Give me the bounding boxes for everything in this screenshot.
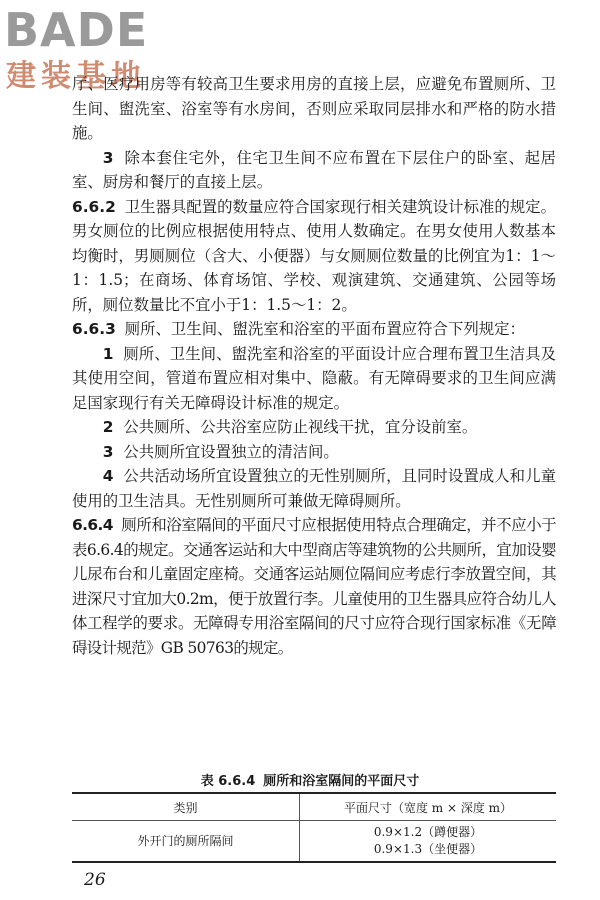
- item-number: 3: [102, 442, 114, 461]
- subitem-3: [72, 440, 556, 465]
- cell-category: 外开门的厕所隔间: [72, 821, 299, 863]
- size-squat-toilet: 0.9×1.2（蹲便器）: [373, 825, 483, 839]
- item-number: 2: [102, 418, 114, 436]
- cell-size: [299, 821, 556, 863]
- document-body: [72, 72, 556, 660]
- dimension-table: [72, 792, 556, 863]
- table-caption: [72, 770, 556, 789]
- table-title: 厕所和浴室隔间的平面尺寸: [263, 774, 420, 789]
- clause-number: 6.6.4: [72, 516, 113, 534]
- clause-number: 6.6.2: [72, 197, 116, 216]
- item-text: 除本套住宅外，住宅卫生间不应布置在下层住户的卧室、起居室、厨房和餐厅的直接上层。: [72, 148, 556, 191]
- item-3: [72, 146, 556, 195]
- logo-subtitle: 建装基地: [6, 59, 146, 94]
- table-number: 表 6.6.4: [200, 774, 256, 789]
- table-header-row: [72, 793, 556, 821]
- item-text: 公共活动场所宜设置独立的无性别厕所，且同时设置成人和儿童使用的卫生洁具。无性别厕所可兼做无障碍厕所。: [72, 467, 556, 510]
- clause-6-6-2: [72, 195, 556, 318]
- header-category: 类别: [72, 793, 299, 821]
- item-number: 3: [102, 148, 114, 167]
- item-text: 公共厕所宜设置独立的清洁间。: [123, 442, 339, 461]
- subitem-4: [72, 464, 556, 513]
- paragraph-continued: 厅、医疗用房等有较高卫生要求用房的直接上层，应避免布置厕所、卫生间、盥洗室、浴室等有水房间，否则应采取同层排水和严格的防水措施。: [72, 75, 556, 142]
- header-size: 平面尺寸（宽度 m × 深度 m）: [299, 793, 556, 821]
- size-seat-toilet: 0.9×1.3（坐便器）: [373, 842, 483, 856]
- clause-6-6-4: [72, 513, 556, 660]
- item-text: 公共厕所、公共浴室应防止视线干扰，宜分设前室。: [123, 418, 478, 436]
- logo-wordmark: BADE: [4, 3, 149, 57]
- subitem-2: [72, 415, 556, 440]
- clause-text: 厕所和浴室隔间的平面尺寸应根据使用特点合理确定，并不应小于表6.6.4的规定。交通客运站和大中型商店等建筑物的公共厕所，宜加设婴儿尿布台和儿童固定座椅。交通客运站厕位隔间应考虑行李放置空间，其进深尺寸宜加大0.2m，便于放置行李。儿童使用的卫生器具应符合幼儿人体工程学的要求。无障碍专用浴室隔间的尺寸应符合现行国家标准《无障碍设计规范》GB 50763的规定。: [72, 516, 556, 657]
- page-number: 26: [84, 870, 106, 890]
- clause-number: 6.6.3: [72, 320, 116, 338]
- clause-6-6-3: [72, 317, 556, 342]
- table-row: [72, 821, 556, 863]
- clause-text: 厕所、卫生间、盥洗室和浴室的平面布置应符合下列规定：: [124, 320, 525, 338]
- subitem-1: [72, 342, 556, 416]
- item-text: 厕所、卫生间、盥洗室和浴室的平面设计应合理布置卫生洁具及其使用空间，管道布置应相对集中、隐蔽。有无障碍要求的卫生间应满足国家现行有关无障碍设计标准的规定。: [72, 344, 556, 412]
- item-number: 4: [102, 467, 114, 485]
- item-number: 1: [102, 344, 114, 363]
- clause-text: 卫生器具配置的数量应符合国家现行相关建筑设计标准的规定。男女厕位的比例应根据使用特点、使用人数确定。在男女使用人数基本均衡时，男厕厕位（含大、小便器）与女厕厕位数量的比例宜为1：1～1：1.5；在商场、体育场馆、学校、观演建筑、交通建筑、公园等场所，厕位数量比不宜小于1：1.5～1：2。: [72, 197, 556, 314]
